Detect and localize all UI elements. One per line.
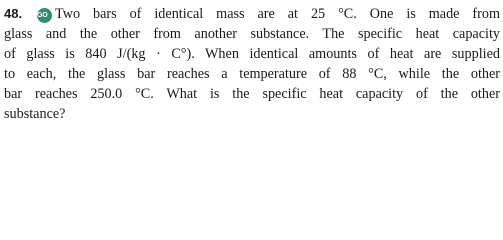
problem-line-5	[4, 84, 500, 104]
problem-text-line: bar reaches 250.0 °C. What is the specific heat capacity of the other	[4, 86, 500, 102]
problem-text-line: glass and the other from another substance. The specific heat capacity	[4, 26, 500, 42]
go-badge-icon: GO	[37, 8, 52, 23]
problem-text-line: to each, the glass bar reaches a temperature of 88 °C, while the other	[4, 66, 500, 82]
problem-line-4	[4, 64, 500, 84]
problem-line-3	[4, 44, 500, 64]
problem-line-2	[4, 24, 500, 44]
problem-line-1	[4, 4, 500, 24]
problem-statement	[4, 4, 500, 124]
problem-text-line: of glass is 840 J/(kg · C°). When identical amounts of heat are supplied	[4, 46, 500, 62]
problem-number: 48.	[4, 6, 23, 21]
problem-line-6	[4, 104, 500, 124]
problem-text-line: substance?	[4, 106, 66, 122]
problem-text-line: Two bars of identical mass are at 25 °C. One is made from	[55, 6, 500, 22]
